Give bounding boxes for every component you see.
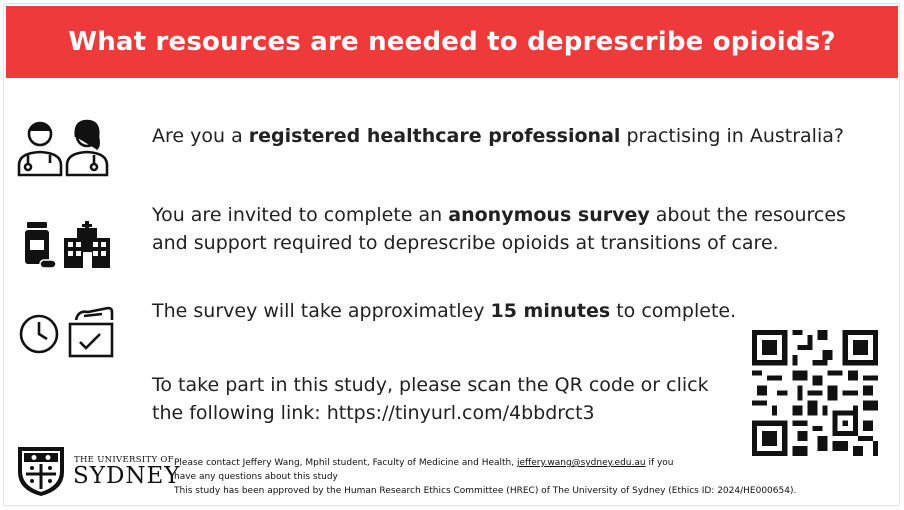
medication-hospital-icon (24, 220, 112, 270)
row-invitation-text: You are invited to complete an (152, 204, 449, 226)
row-duration (152, 297, 736, 325)
page-title: What resources are needed to deprescribe opioids? (68, 27, 836, 57)
row-question (152, 122, 844, 150)
footer-ethics: This study has been approved by the Human Research Ethics Committee (HREC) of The University of Sydney (Ethics ID: 2024/HE000654). (174, 486, 797, 496)
clock-survey-icon (18, 306, 118, 358)
row-invitation-text-end: about the resources (649, 204, 846, 226)
footer-contact-text: Please contact Jeffery Wang, Mphil student, Faculty of Medicine and Health, (174, 458, 517, 468)
survey-link[interactable]: the following link: https://tinyurl.com/4bbdrct3 (152, 402, 595, 424)
footer-contact (174, 456, 874, 498)
row-invitation-line2: and support required to deprescribe opioids at transitions of care. (152, 232, 779, 254)
row-take-part (152, 371, 709, 427)
row-question-bold: registered healthcare professional (248, 125, 621, 147)
row-question-text: Are you a (152, 125, 249, 147)
footer-contact-text-end: if you (645, 458, 674, 468)
title-banner (6, 6, 898, 78)
row-take-part-line1: To take part in this study, please scan the QR code or click (152, 374, 709, 396)
row-duration-text-end: to complete. (610, 300, 737, 322)
row-duration-bold: 15 minutes (490, 300, 611, 322)
university-crest-icon (14, 444, 68, 498)
healthcare-professionals-icon (16, 117, 112, 177)
qr-code-icon[interactable] (752, 330, 878, 456)
contact-email-link[interactable]: jeffery.wang@sydney.edu.au (516, 458, 646, 468)
row-duration-text: The survey will take approximatley (152, 300, 491, 322)
row-question-text-end: practising in Australia? (620, 125, 844, 147)
row-invitation-bold: anonymous survey (448, 204, 650, 226)
university-name-big: SYDNEY (73, 463, 181, 489)
row-invitation (152, 201, 846, 257)
footer-contact-line2: have any questions about this study (174, 472, 338, 482)
university-name-small: THE UNIVERSITY OF (74, 455, 174, 465)
